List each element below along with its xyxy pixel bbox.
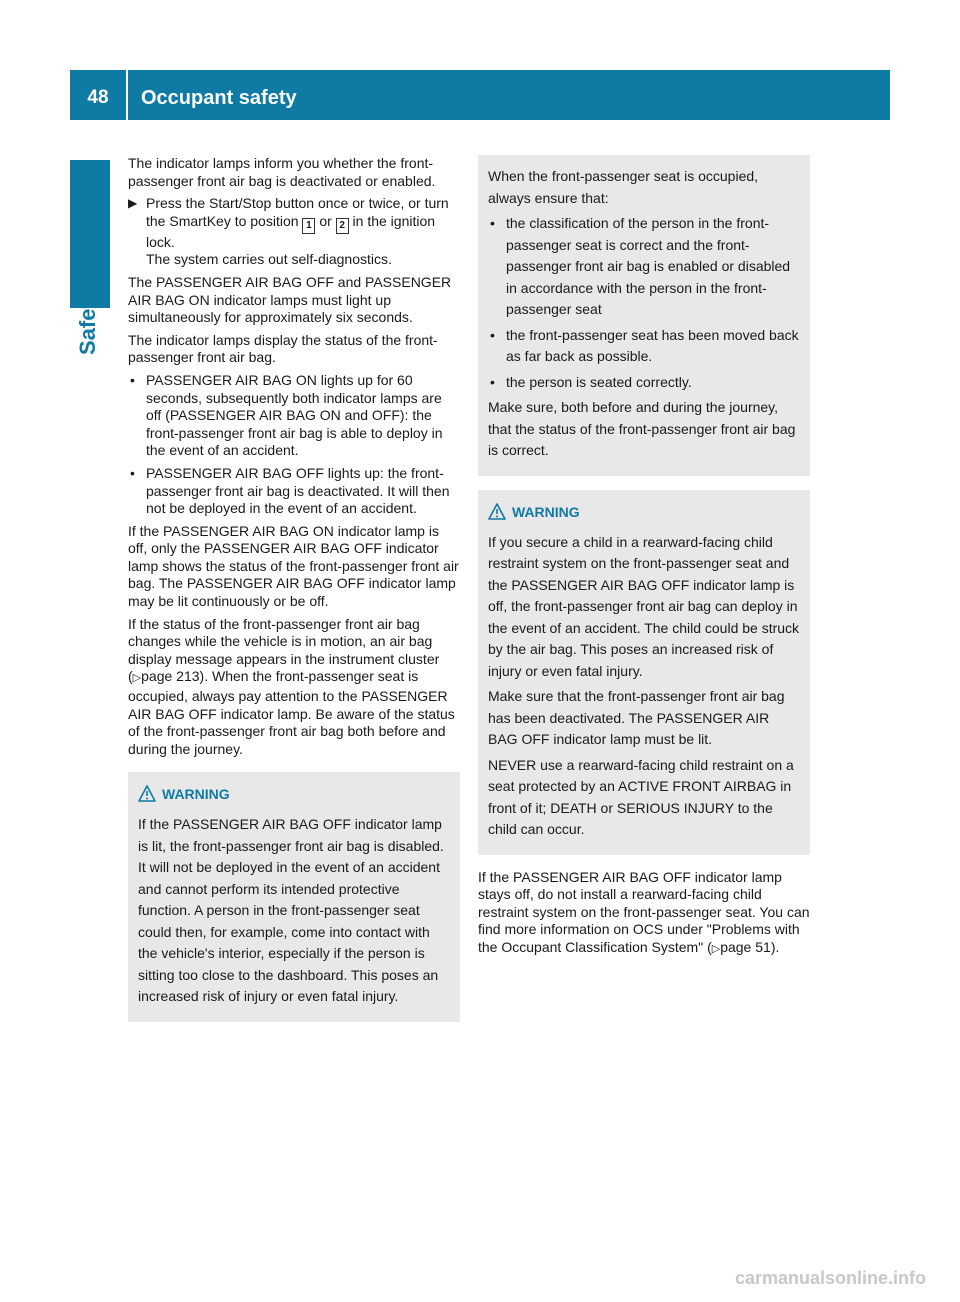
warning-text: If you secure a child in a rearward-facing child restraint system on the front-passenger seat and the PASSENGER AIR BAG OFF indicator lamp is off, the front-passenger front air bag can deploy in the event of an accident. The child could be struck by the air bag. This poses an increased risk of injury or even fatal injury. (488, 533, 800, 679)
key-position-1-icon: 1 (302, 218, 315, 234)
list-item-text: the front-passenger seat has been moved back as far back as possible. (506, 326, 799, 364)
key-position-2-icon: 2 (336, 218, 349, 234)
section-title: Occupant safety (141, 87, 297, 109)
warning-heading (138, 783, 450, 808)
header-divider (126, 70, 128, 120)
status-change-paragraph (128, 616, 460, 759)
warning-title: WARNING (512, 503, 580, 520)
side-tab-marker (70, 160, 110, 308)
list-item-text: the person is seated correctly. (506, 373, 692, 390)
warning-title: WARNING (162, 786, 230, 803)
page-reference-link[interactable]: page 51 (720, 938, 771, 955)
page-reference-icon: ▷ (132, 672, 142, 685)
right-column (478, 155, 810, 963)
page-header (70, 70, 890, 120)
side-section-label: Safety (75, 288, 100, 355)
warning-triangle-icon (488, 503, 506, 526)
warning-heading (488, 501, 800, 526)
list-item (488, 213, 800, 321)
final-text-a: If the PASSENGER AIR BAG OFF indicator lamp stays off, do not install a rearward-facing child restraint system on the front-passenger seat. You can find more information on OCS under "Problems with the Occupant Classification System" ( (478, 868, 810, 955)
list-item-text: the classification of the person in the front-passenger seat is correct and the front-passenger front air bag is enabled or disabled in accordance with the person in the front-passenger seat (506, 215, 791, 317)
warning-triangle-icon (138, 785, 156, 808)
intro-paragraph: The indicator lamps inform you whether the front-passenger front air bag is deactivated or enabled. (128, 155, 436, 189)
step-text-b: in the ignition lock. (146, 212, 436, 250)
page-reference-icon: ▷ (711, 942, 721, 955)
warning-text: NEVER use a rearward-facing child restraint on a seat protected by an ACTIVE FRONT AIRBAG in front of it; DEATH or SERIOUS INJURY to the child can occur. (488, 756, 794, 837)
list-item (128, 372, 460, 460)
watermark: carmanualsonline.info (734, 1268, 926, 1288)
bullet-icon: • (490, 373, 495, 390)
warning-text: If the PASSENGER AIR BAG OFF indicator lamp is lit, the front-passenger front air bag is disabled. It will not be deployed in the event of an accident and cannot perform its intended protective function. A person in the front-passenger seat could then, for example, come into contact with the vehicle's interior, especially if the person is sitting too close to the dashboard. This poses an increased risk of injury or even fatal injury. (138, 816, 444, 1005)
bullet-icon: • (490, 326, 495, 343)
instruction-step (128, 195, 460, 269)
list-item (488, 372, 800, 394)
list-item (128, 465, 460, 518)
warning-text: Make sure that the front-passenger front air bag has been deactivated. The PASSENGER AIR BAG OFF indicator lamp must be lit. (488, 688, 785, 747)
bullet-icon: • (490, 215, 495, 231)
status-change-text-a: If the status of the front-passenger front air bag changes while the vehicle is in motion, an air bag display message appears in the instrument cluster ( (128, 615, 440, 685)
step-result: The system carries out self-diagnostics. (146, 251, 392, 268)
info-outro: Make sure, both before and during the journey, that the status of the front-passenger front air bag is correct. (488, 399, 796, 458)
step-or: or (319, 212, 332, 229)
info-box (478, 155, 810, 476)
page-number: 48 (87, 87, 109, 108)
list-item-text: PASSENGER AIR BAG OFF lights up: the front-passenger front air bag is deactivated. It will then not be deployed in the event of an accident. (146, 464, 450, 517)
final-paragraph (478, 869, 810, 959)
simultaneous-paragraph: The PASSENGER AIR BAG OFF and PASSENGER AIR BAG ON indicator lamps must light up simultaneously for approximately six seconds. (128, 273, 452, 326)
on-off-paragraph: If the PASSENGER AIR BAG ON indicator lamp is off, only the PASSENGER AIR BAG OFF indicator lamp shows the status of the front-passenger front air bag. The PASSENGER AIR BAG OFF indicator lamp may be lit continuously or be off. (128, 522, 459, 610)
left-column (128, 155, 460, 1022)
final-text-b: ). (770, 938, 780, 955)
list-item (488, 325, 800, 368)
warning-box (128, 772, 460, 1022)
bullet-icon: • (130, 371, 135, 388)
list-item-text: PASSENGER AIR BAG ON lights up for 60 seconds, subsequently both indicator lamps are off (PASSENGER AIR BAG ON and OFF): the front-passenger front air bag is able to deploy in the event of an accident. (146, 371, 443, 459)
bullet-icon: • (130, 464, 135, 481)
page-reference-link[interactable]: page 213 (141, 668, 200, 685)
info-intro: When the front-passenger seat is occupied, always ensure that: (488, 168, 759, 206)
step-text-a: Press the Start/Stop button once or twice, or turn the SmartKey to position (146, 195, 449, 229)
status-paragraph: The indicator lamps display the status of the front-passenger front air bag. (128, 331, 438, 366)
status-change-text-b: ). When the front-passenger seat is occupied, always pay attention to the PASSENGER AIR BAG OFF indicator lamp. Be aware of the status of the front-passenger front air bag both before and during the journey. (128, 668, 455, 757)
warning-box (478, 490, 810, 855)
arrow-right-icon: ▶ (128, 196, 138, 211)
